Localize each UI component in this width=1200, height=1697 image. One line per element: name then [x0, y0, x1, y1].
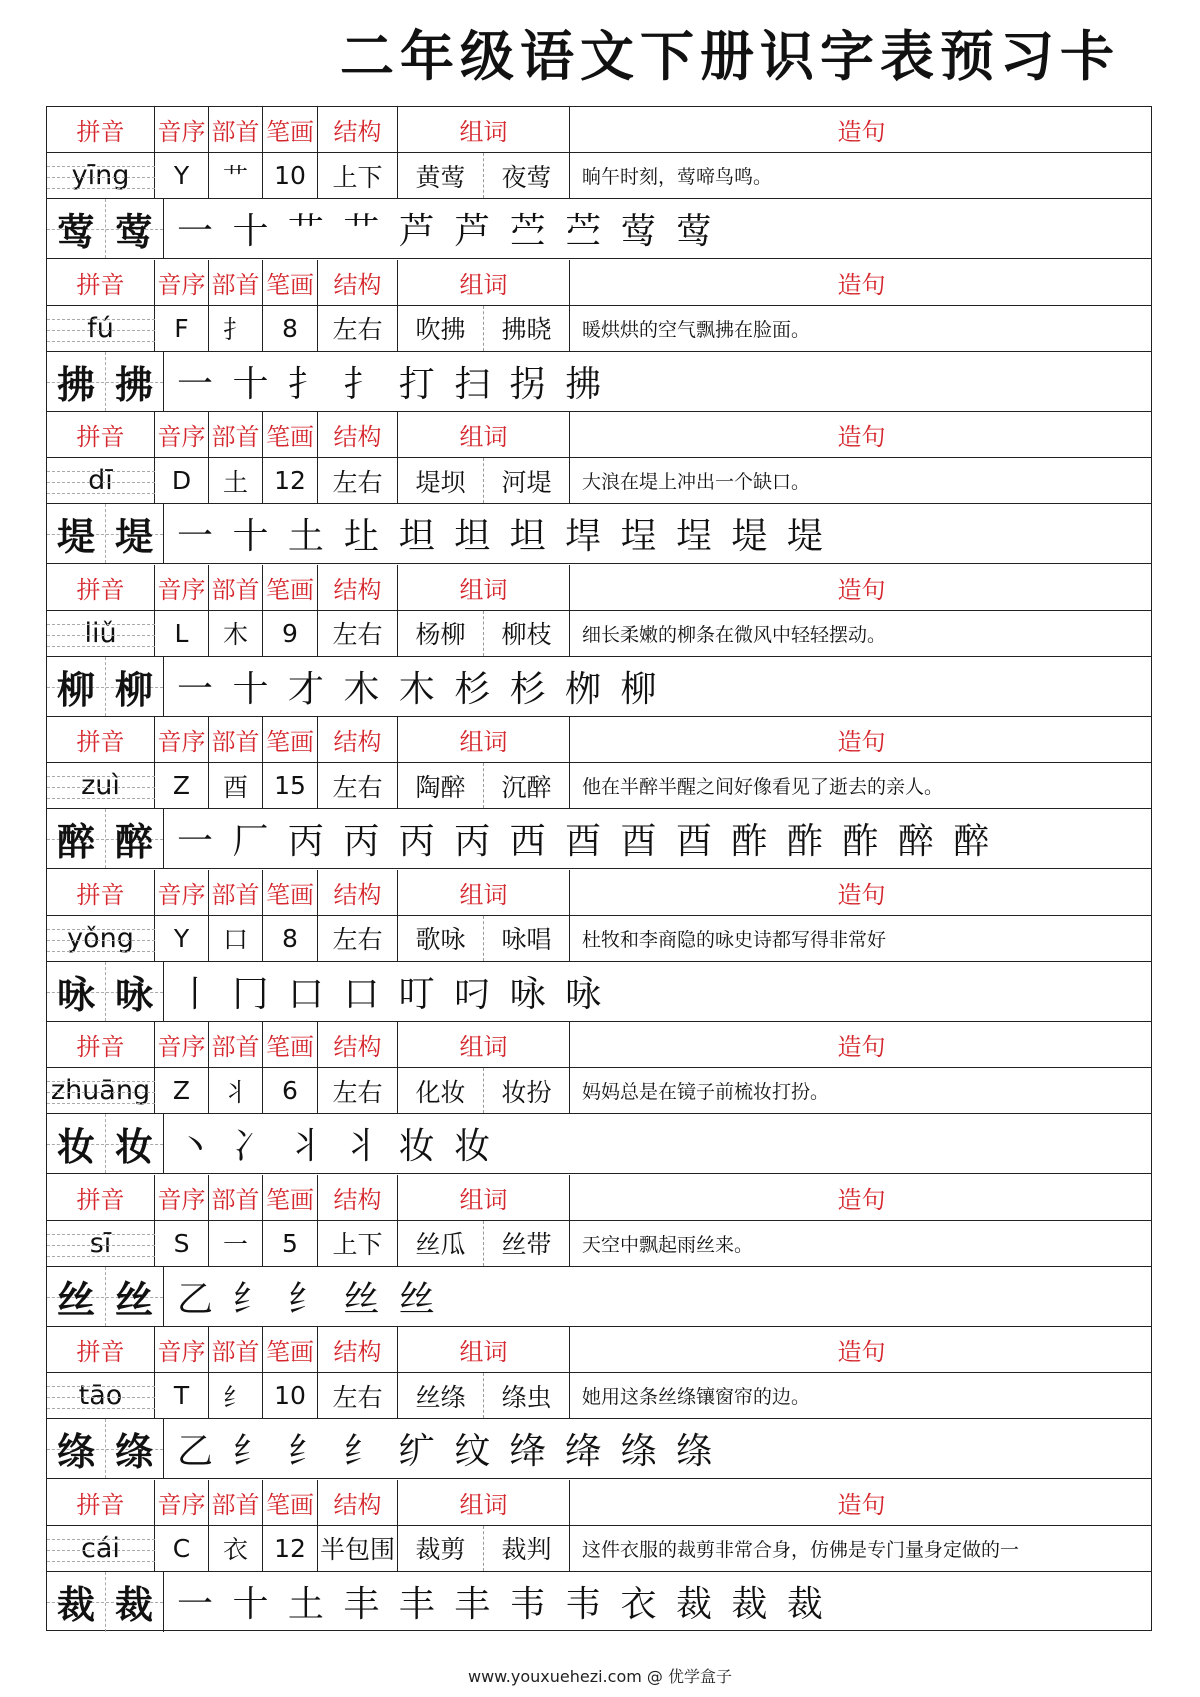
practice-char: 绦 — [114, 1429, 153, 1474]
entry-block — [47, 565, 1151, 718]
entry-block — [47, 1480, 1151, 1633]
info-row — [47, 1373, 1151, 1419]
word-2-value: 夜莺 — [484, 153, 570, 198]
header-bihua: 笔画 — [263, 107, 318, 152]
bihua-value: 10 — [263, 153, 318, 198]
bushou-value: 艹 — [209, 153, 263, 198]
word-2-value: 沉醉 — [484, 763, 570, 808]
header-zuci: 组词 — [398, 1480, 570, 1525]
jiegou-value: 上下 — [318, 1221, 398, 1266]
pinyin-guide-line — [47, 624, 155, 625]
char-practice-grid — [47, 1267, 164, 1326]
word-2-value: 绦虫 — [484, 1373, 570, 1418]
pinyin-guide-line — [47, 1386, 155, 1387]
entry-block — [47, 1327, 1151, 1480]
bushou-value: 丬 — [209, 1068, 263, 1113]
header-jiegou: 结构 — [318, 1480, 398, 1525]
info-row — [47, 611, 1151, 657]
pinyin-value: yǒng — [47, 916, 155, 961]
bihua-value: 12 — [263, 1526, 318, 1571]
pinyin-guide-line — [47, 330, 155, 331]
header-zaoju: 造句 — [837, 1185, 886, 1214]
sentence-value: 大浪在堤上冲出一个缺口。 — [582, 471, 811, 493]
word-2-value: 拂晓 — [484, 306, 570, 351]
pinyin-guide-line — [47, 177, 155, 178]
pinyin-guide-line — [47, 1234, 155, 1235]
word-2-value: 咏唱 — [484, 916, 570, 961]
header-yinxu: 音序 — [155, 1022, 209, 1067]
header-yinxu: 音序 — [155, 870, 209, 915]
jiegou-value: 上下 — [318, 153, 398, 198]
header-pinyin: 拼音 — [47, 107, 155, 152]
stroke-order: 一 十 扌 扌 打 扫 拐 拂 — [177, 363, 606, 405]
sentence-value: 这件衣服的裁剪非常合身，仿佛是专门量身定做的一 — [582, 1538, 1020, 1561]
char-practice-grid — [47, 1419, 164, 1478]
stroke-order: 一 十 艹 艹 芦 芦 苎 苎 莺 莺 — [177, 211, 716, 252]
header-zuci: 组词 — [398, 412, 570, 457]
sentence-value: 杜牧和李商隐的咏史诗都写得非常好 — [582, 928, 887, 951]
practice-char: 堤 — [56, 514, 95, 559]
stroke-order: 一 十 才 木 木 杉 杉 栁 柳 — [177, 668, 661, 710]
practice-char: 莺 — [56, 209, 95, 254]
sentence-value: 她用这条丝绦镶窗帘的边。 — [582, 1386, 811, 1408]
char-practice-grid — [47, 352, 164, 411]
word-1-value: 歌咏 — [398, 916, 484, 961]
header-jiegou: 结构 — [318, 565, 398, 610]
header-jiegou: 结构 — [318, 717, 398, 762]
header-yinxu: 音序 — [155, 565, 209, 610]
stroke-row — [47, 657, 1151, 717]
bushou-value: 衣 — [209, 1526, 263, 1571]
char-practice-grid — [47, 1114, 164, 1173]
pinyin-guide-line — [47, 776, 155, 777]
header-zuci: 组词 — [398, 870, 570, 915]
header-row — [47, 1022, 1151, 1068]
word-1-value: 化妆 — [398, 1068, 484, 1113]
preview-card-table — [46, 106, 1152, 1631]
stroke-row — [47, 504, 1151, 564]
word-1-value: 裁剪 — [398, 1526, 484, 1571]
word-1-value: 黄莺 — [398, 153, 484, 198]
header-bushou: 部首 — [209, 260, 263, 305]
header-zaoju: 造句 — [837, 1033, 886, 1061]
pinyin-guide-line — [47, 471, 155, 472]
stroke-row — [47, 1267, 1151, 1327]
header-bihua: 笔画 — [263, 1480, 318, 1525]
char-practice-grid — [47, 962, 164, 1021]
jiegou-value: 左右 — [318, 1068, 398, 1113]
stroke-order: 丶 冫 丬 丬 妆 妆 — [177, 1126, 495, 1167]
header-zaoju: 造句 — [837, 270, 886, 299]
header-bushou: 部首 — [209, 870, 263, 915]
yinxu-value: Y — [155, 153, 209, 198]
word-2-value: 河堤 — [484, 458, 570, 503]
practice-char: 咏 — [56, 971, 95, 1017]
pinyin-guide-line — [47, 188, 155, 189]
header-row — [47, 1175, 1151, 1221]
header-zaoju: 造句 — [837, 575, 886, 604]
practice-char: 莺 — [114, 209, 153, 254]
pinyin-value: yīng — [47, 153, 155, 198]
sentence-value: 细长柔嫩的柳条在微风中轻轻摆动。 — [582, 623, 887, 646]
word-1-value: 丝瓜 — [398, 1221, 484, 1266]
header-yinxu: 音序 — [155, 1327, 209, 1372]
header-zuci: 组词 — [398, 260, 570, 305]
header-row — [47, 870, 1151, 916]
yinxu-value: L — [155, 611, 209, 656]
bihua-value: 8 — [263, 306, 318, 351]
header-yinxu: 音序 — [155, 260, 209, 305]
practice-char: 妆 — [114, 1124, 153, 1169]
header-bushou: 部首 — [209, 412, 263, 457]
bihua-value: 6 — [263, 1068, 318, 1113]
header-bushou: 部首 — [209, 1175, 263, 1220]
pinyin-value: zhuāng — [47, 1068, 155, 1113]
header-bihua: 笔画 — [263, 1022, 318, 1067]
practice-char: 拂 — [56, 361, 95, 407]
entry-block — [47, 412, 1151, 565]
word-2-value: 妆扮 — [484, 1068, 570, 1113]
bushou-value: 口 — [209, 916, 263, 961]
header-bihua: 笔画 — [263, 1327, 318, 1372]
header-zuci: 组词 — [398, 1327, 570, 1372]
pinyin-guide-line — [47, 1092, 155, 1093]
sentence-value: 他在半醉半醒之间好像看见了逝去的亲人。 — [582, 776, 944, 798]
jiegou-value: 左右 — [318, 763, 398, 808]
bushou-value: 纟 — [209, 1373, 263, 1418]
header-zaoju: 造句 — [837, 1490, 886, 1519]
sentence-value: 暖烘烘的空气飘拂在脸面。 — [582, 318, 811, 341]
word-1-value: 丝绦 — [398, 1373, 484, 1418]
stroke-row — [47, 199, 1151, 259]
bihua-value: 15 — [263, 763, 318, 808]
stroke-row — [47, 1572, 1151, 1632]
practice-char: 醉 — [114, 819, 153, 864]
yinxu-value: T — [155, 1373, 209, 1418]
footer-credit: www.youxuehezi.com @ 优学盒子 — [468, 1667, 732, 1686]
stroke-row — [47, 1419, 1151, 1479]
header-jiegou: 结构 — [318, 107, 398, 152]
word-2-value: 裁判 — [484, 1526, 570, 1571]
yinxu-value: Z — [155, 763, 209, 808]
pinyin-guide-line — [47, 940, 155, 941]
word-1-value: 杨柳 — [398, 611, 484, 656]
info-row — [47, 916, 1151, 962]
stroke-row — [47, 352, 1151, 412]
header-pinyin: 拼音 — [47, 260, 155, 305]
yinxu-value: Y — [155, 916, 209, 961]
pinyin-guide-line — [47, 1539, 155, 1540]
char-practice-grid — [47, 1572, 164, 1632]
header-bushou: 部首 — [209, 1480, 263, 1525]
header-bihua: 笔画 — [263, 717, 318, 762]
stroke-order: 乙 纟 纟 纟 纩 纹 绛 绛 绦 绦 — [177, 1431, 716, 1472]
header-yinxu: 音序 — [155, 1480, 209, 1525]
info-row — [47, 1068, 1151, 1114]
header-yinxu: 音序 — [155, 412, 209, 457]
entry-block — [47, 260, 1151, 413]
bushou-value: 扌 — [209, 306, 263, 351]
pinyin-guide-line — [47, 166, 155, 167]
header-bihua: 笔画 — [263, 565, 318, 610]
yinxu-value: Z — [155, 1068, 209, 1113]
yinxu-value: S — [155, 1221, 209, 1266]
info-row — [47, 1221, 1151, 1267]
header-jiegou: 结构 — [318, 870, 398, 915]
stroke-row — [47, 809, 1151, 869]
sentence-value: 天空中飘起雨丝来。 — [582, 1233, 754, 1256]
header-zaoju: 造句 — [837, 880, 886, 909]
pinyin-guide-line — [47, 1408, 155, 1409]
header-bihua: 笔画 — [263, 260, 318, 305]
practice-char: 拂 — [114, 361, 153, 407]
pinyin-value: fú — [47, 306, 155, 351]
header-pinyin: 拼音 — [47, 1175, 155, 1220]
pinyin-value: cái — [47, 1526, 155, 1571]
pinyin-guide-line — [47, 493, 155, 494]
bushou-value: 土 — [209, 458, 263, 503]
entry-block — [47, 717, 1151, 870]
header-yinxu: 音序 — [155, 1175, 209, 1220]
word-2-value: 柳枝 — [484, 611, 570, 656]
bushou-value: 一 — [209, 1221, 263, 1266]
pinyin-guide-line — [47, 1103, 155, 1104]
info-row — [47, 1526, 1151, 1572]
header-pinyin: 拼音 — [47, 1022, 155, 1067]
bihua-value: 9 — [263, 611, 318, 656]
jiegou-value: 左右 — [318, 1373, 398, 1418]
header-bushou: 部首 — [209, 1327, 263, 1372]
header-jiegou: 结构 — [318, 412, 398, 457]
header-zaoju: 造句 — [837, 423, 886, 451]
stroke-row — [47, 962, 1151, 1022]
pinyin-guide-line — [47, 646, 155, 647]
stroke-order: 一 十 土 圵 坦 坦 坦 垾 埕 埕 堤 堤 — [177, 516, 827, 557]
pinyin-guide-line — [47, 341, 155, 342]
jiegou-value: 左右 — [318, 306, 398, 351]
info-row — [47, 763, 1151, 809]
pinyin-value: tāo — [47, 1373, 155, 1418]
header-pinyin: 拼音 — [47, 717, 155, 762]
pinyin-guide-line — [47, 1245, 155, 1246]
jiegou-value: 左右 — [318, 458, 398, 503]
header-bushou: 部首 — [209, 565, 263, 610]
info-row — [47, 306, 1151, 352]
pinyin-guide-line — [47, 1561, 155, 1562]
sentence-value: 晌午时刻，莺啼鸟鸣。 — [582, 166, 773, 188]
header-jiegou: 结构 — [318, 1327, 398, 1372]
stroke-order: 一 十 土 丰 丰 丰 韦 韦 衣 裁 裁 裁 — [177, 1584, 827, 1625]
pinyin-guide-line — [47, 635, 155, 636]
entry-block — [47, 870, 1151, 1023]
header-zaoju: 造句 — [837, 728, 886, 756]
pinyin-guide-line — [47, 1397, 155, 1398]
yinxu-value: F — [155, 306, 209, 351]
header-pinyin: 拼音 — [47, 1327, 155, 1372]
bushou-value: 酉 — [209, 763, 263, 808]
pinyin-guide-line — [47, 787, 155, 788]
practice-char: 醉 — [56, 819, 95, 864]
header-bushou: 部首 — [209, 717, 263, 762]
header-row — [47, 565, 1151, 611]
header-bushou: 部首 — [209, 107, 263, 152]
practice-char: 堤 — [114, 514, 153, 559]
practice-char: 咏 — [114, 971, 153, 1017]
header-yinxu: 音序 — [155, 107, 209, 152]
jiegou-value: 左右 — [318, 916, 398, 961]
entry-block — [47, 107, 1151, 260]
bihua-value: 10 — [263, 1373, 318, 1418]
char-practice-grid — [47, 504, 164, 563]
page-title: 二年级语文下册识字表预习卡 — [340, 24, 1120, 88]
practice-char: 妆 — [56, 1124, 95, 1169]
stroke-order: 丨 冂 口 口 叮 叼 咏 咏 — [177, 973, 606, 1015]
word-1-value: 堤坝 — [398, 458, 484, 503]
header-jiegou: 结构 — [318, 1175, 398, 1220]
jiegou-value: 半包围 — [318, 1526, 398, 1571]
header-pinyin: 拼音 — [47, 565, 155, 610]
header-pinyin: 拼音 — [47, 870, 155, 915]
header-jiegou: 结构 — [318, 260, 398, 305]
header-row — [47, 107, 1151, 153]
header-row — [47, 717, 1151, 763]
pinyin-guide-line — [47, 951, 155, 952]
entry-block — [47, 1175, 1151, 1328]
word-2-value: 丝带 — [484, 1221, 570, 1266]
yinxu-value: C — [155, 1526, 209, 1571]
header-zaoju: 造句 — [837, 1338, 886, 1366]
jiegou-value: 左右 — [318, 611, 398, 656]
header-bihua: 笔画 — [263, 870, 318, 915]
header-jiegou: 结构 — [318, 1022, 398, 1067]
stroke-order: 一 厂 丙 丙 丙 丙 西 酉 酉 酉 酢 酢 酢 醉 醉 — [177, 821, 994, 862]
practice-char: 丝 — [56, 1276, 95, 1322]
pinyin-guide-line — [47, 1550, 155, 1551]
practice-char: 绦 — [56, 1429, 95, 1474]
char-practice-grid — [47, 809, 164, 868]
pinyin-guide-line — [47, 929, 155, 930]
char-practice-grid — [47, 199, 164, 258]
header-bihua: 笔画 — [263, 1175, 318, 1220]
pinyin-guide-line — [47, 1256, 155, 1257]
header-pinyin: 拼音 — [47, 1480, 155, 1525]
header-yinxu: 音序 — [155, 717, 209, 762]
entry-block — [47, 1022, 1151, 1175]
header-bushou: 部首 — [209, 1022, 263, 1067]
header-row — [47, 1480, 1151, 1526]
bihua-value: 8 — [263, 916, 318, 961]
practice-char: 柳 — [56, 666, 95, 712]
practice-char: 裁 — [114, 1582, 153, 1627]
practice-char: 柳 — [114, 666, 153, 712]
header-zuci: 组词 — [398, 717, 570, 762]
pinyin-guide-line — [47, 482, 155, 483]
practice-char: 裁 — [56, 1582, 95, 1627]
practice-char: 丝 — [114, 1276, 153, 1322]
header-pinyin: 拼音 — [47, 412, 155, 457]
word-1-value: 吹拂 — [398, 306, 484, 351]
header-zuci: 组词 — [398, 565, 570, 610]
bihua-value: 12 — [263, 458, 318, 503]
header-bihua: 笔画 — [263, 412, 318, 457]
bushou-value: 木 — [209, 611, 263, 656]
header-row — [47, 1327, 1151, 1373]
sentence-value: 妈妈总是在镜子前梳妆打扮。 — [582, 1081, 830, 1103]
header-row — [47, 412, 1151, 458]
pinyin-guide-line — [47, 319, 155, 320]
pinyin-guide-line — [47, 1081, 155, 1082]
info-row — [47, 458, 1151, 504]
info-row — [47, 153, 1151, 199]
pinyin-guide-line — [47, 798, 155, 799]
pinyin-value: liǔ — [47, 611, 155, 656]
stroke-order: 乙 纟 纟 丝 丝 — [177, 1278, 439, 1320]
bihua-value: 5 — [263, 1221, 318, 1266]
word-1-value: 陶醉 — [398, 763, 484, 808]
header-zaoju: 造句 — [837, 118, 886, 146]
char-practice-grid — [47, 657, 164, 716]
pinyin-value: zuì — [47, 763, 155, 808]
stroke-row — [47, 1114, 1151, 1174]
header-zuci: 组词 — [398, 107, 570, 152]
header-row — [47, 260, 1151, 306]
pinyin-value: sī — [47, 1221, 155, 1266]
header-zuci: 组词 — [398, 1175, 570, 1220]
header-zuci: 组词 — [398, 1022, 570, 1067]
pinyin-value: dī — [47, 458, 155, 503]
yinxu-value: D — [155, 458, 209, 503]
